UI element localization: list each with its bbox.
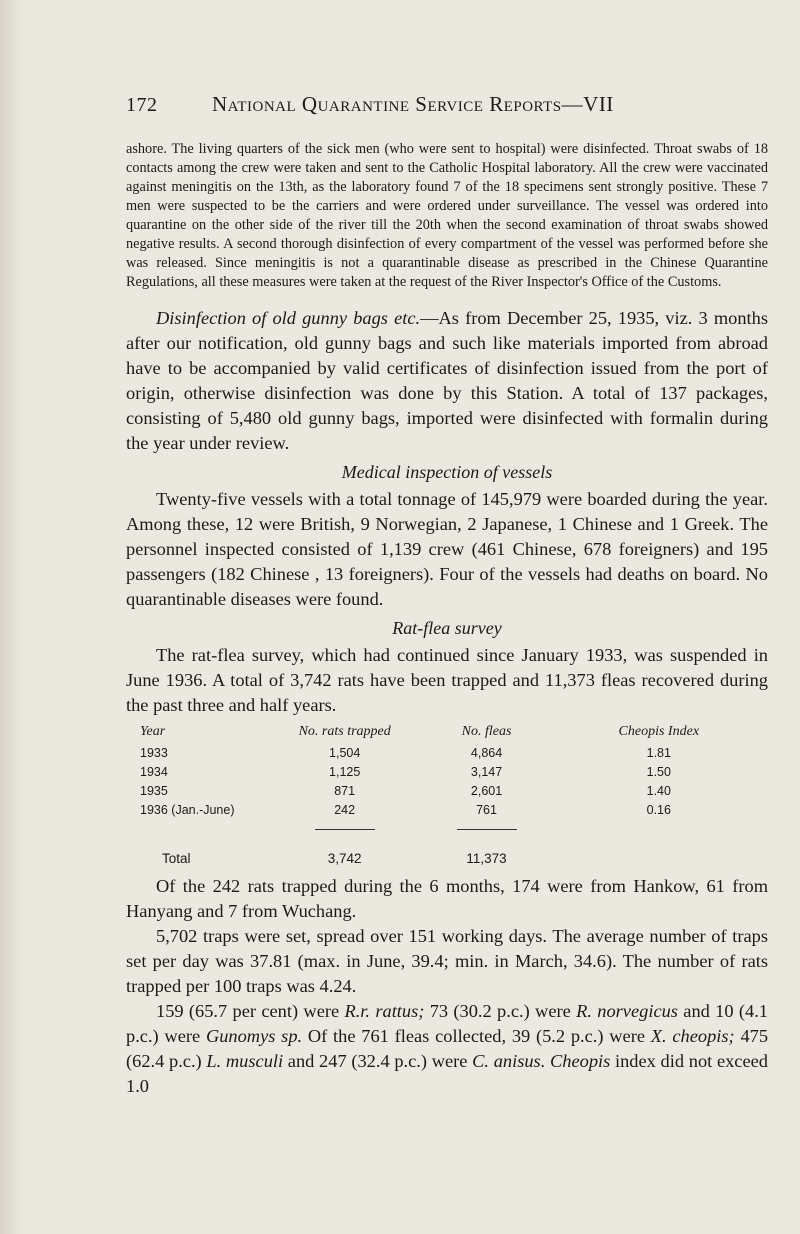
species-name: R. norvegicus xyxy=(576,1001,678,1022)
cell-fleas: 2,601 xyxy=(470,783,503,798)
col-rats: No. rats trapped xyxy=(298,724,391,740)
text-run: index did not exceed 1.0 xyxy=(126,1051,768,1097)
col-index: Cheopis Index xyxy=(618,724,700,740)
medical-inspection-heading: Medical inspection of vessels xyxy=(341,462,553,483)
closing-body xyxy=(126,874,768,1099)
cell-year: 1933 xyxy=(140,745,168,760)
rat-flea-heading: Rat-flea survey xyxy=(392,618,502,639)
page-content xyxy=(126,92,768,1099)
total-label: Total xyxy=(162,851,191,867)
species-name: L. musculi xyxy=(206,1051,284,1072)
table-row xyxy=(140,800,750,819)
cell-index: 1.81 xyxy=(646,745,671,760)
total-fleas: 11,373 xyxy=(466,851,507,867)
disinfection-text: —As from December 25, 1935, viz. 3 months after our notification, old gunny bags and such like materials imported from abroad have to be accompanied by valid certificates of disinfection issued from the port of origin, otherwise disinfection was done by this Station. A total of 137 packages, consisting of 5,480 old gunny bags, imported were disinfected with formalin during the year under review. xyxy=(126,308,768,454)
rats-origin-paragraph: Of the 242 rats trapped during the 6 months, 174 were from Hankow, 61 from Hanyang and 7 from Wuchang. xyxy=(126,876,768,922)
sum-rule xyxy=(457,829,517,830)
species-name: Gunomys sp. xyxy=(205,1026,303,1047)
intro-paragraph: ashore. The living quarters of the sick men (who were sent to hospital) were disinfected. Throat swabs of 18 contacts among the crew were taken and sent to the Catholic Hospital laboratory. All the crew were vaccinated against meningitis on the 13th, as the laboratory found 7 of the 18 specimens sent strongly positive. These 7 men were suspected to be the carriers and were ordered under surveillance. The vessel was ordered into quarantine on the other side of the river till the 20th when the second examination of throat swabs showed negative results. A second thorough disinfection of every compartment of the vessel was performed before she was released. Since meningitis is not a quarantinable disease as prescribed in the Chinese Quarantine Regulations, all these measures were taken at the request of the River Inspector's Office of the Customs. xyxy=(126,141,768,290)
cell-rats: 1,125 xyxy=(329,764,361,779)
table-header-row xyxy=(140,724,750,743)
cell-year: 1936 (Jan.-June) xyxy=(140,802,235,817)
text-run: 159 (65.7 per cent) were xyxy=(156,1001,345,1022)
table-total-row xyxy=(140,838,750,868)
table-row xyxy=(140,743,750,762)
table-rule-row xyxy=(140,819,750,838)
traps-paragraph: 5,702 traps were set, spread over 151 working days. The average number of traps set per day was 37.81 (max. in June, 39.4; min. in March, 34.6). The number of rats trapped per 100 traps was 4.24. xyxy=(126,926,768,997)
medical-inspection-paragraph: Twenty-five vessels with a total tonnage of 145,979 were boarded during the year. Among these, 12 were British, 9 Norwegian, 2 Japanese, 1 Chinese and 1 Greek. The personnel inspected consisted of 1,139 crew (461 Chinese, 678 foreigners) and 195 passengers (182 Chinese , 13 foreigners). Four of the vessels had deaths on board. No quarantinable diseases were found. xyxy=(126,489,768,610)
rat-flea-paragraph: The rat-flea survey, which had continued since January 1933, was suspended in June 1936. A total of 3,742 rats have been trapped and 11,373 fleas recovered during the past three and half years. xyxy=(126,645,768,716)
disinfection-heading: Disinfection of old gunny bags etc. xyxy=(156,308,421,329)
table-row xyxy=(140,762,750,781)
cell-year: 1935 xyxy=(140,783,168,798)
cell-year: 1934 xyxy=(140,764,168,779)
species-name: X. cheopis; xyxy=(650,1026,735,1047)
rat-flea-table xyxy=(140,724,750,868)
sum-rule xyxy=(315,829,375,830)
page-number: 172 xyxy=(126,94,158,116)
disinfection-paragraph xyxy=(126,306,768,456)
species-paragraph xyxy=(126,999,768,1099)
species-name: C. anisus. xyxy=(472,1051,546,1072)
species-name: R.r. rattus; xyxy=(344,1001,425,1022)
page-header xyxy=(126,92,768,122)
text-run: and 247 (32.4 p.c.) were xyxy=(283,1051,473,1072)
cell-index: 1.40 xyxy=(646,783,671,798)
col-fleas: No. fleas xyxy=(461,724,512,740)
running-title: National Quarantine Service Reports—VII xyxy=(212,92,614,116)
cell-index: 1.50 xyxy=(646,764,671,779)
cell-index: 0.16 xyxy=(646,802,671,817)
cell-rats: 242 xyxy=(334,802,356,817)
cell-fleas: 3,147 xyxy=(470,764,503,779)
col-year: Year xyxy=(140,724,166,740)
cell-fleas: 4,864 xyxy=(470,745,503,760)
text-run: 475 (62.4 p.c.) xyxy=(126,1026,769,1072)
text-run: 73 (30.2 p.c.) were xyxy=(424,1001,577,1022)
cell-rats: 1,504 xyxy=(329,745,361,760)
table-row xyxy=(140,781,750,800)
text-run: Of the 761 fleas collected, 39 (5.2 p.c.) were xyxy=(302,1026,651,1047)
total-rats: 3,742 xyxy=(327,851,362,867)
species-name: Cheopis xyxy=(550,1051,611,1072)
text-run: and 10 (4.1 p.c.) were xyxy=(126,1001,768,1047)
cell-fleas: 761 xyxy=(476,802,497,817)
main-body xyxy=(126,306,768,718)
cell-rats: 871 xyxy=(334,783,356,798)
page-edge xyxy=(0,0,22,1234)
